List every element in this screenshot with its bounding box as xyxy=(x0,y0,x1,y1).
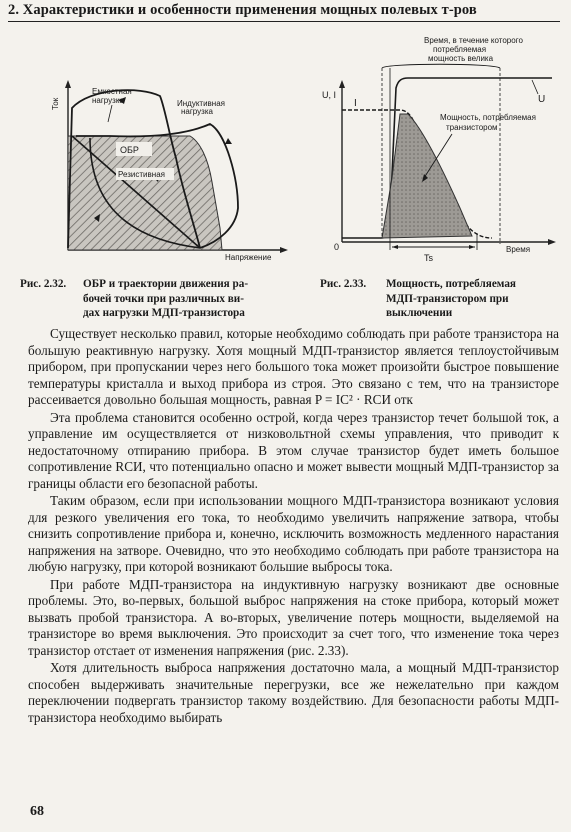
power-note-line: Мощность, потребляемая xyxy=(440,113,536,122)
label-inductive-2: нагрузка xyxy=(181,107,213,116)
paragraph: Таким образом, если при использовании мощного МДП-транзистора возникают условия для резкого увеличения его тока, то необходимо увеличить напряжение затвора, чтобы снизить сопротивление прибора и, конечно, исключить возможность медленного нарастания напряжения на затворе. Очевидно, что это необходимо соблюдать при работе транзистора на любую нагрузку, при которой возникают большие выбросы тока. xyxy=(28,493,559,574)
power-timing-diagram xyxy=(312,28,562,268)
top-note-line: потребляемая xyxy=(433,45,487,54)
paragraph: При работе МДП-транзистора на индуктивную нагрузку возникают две основные проблемы. Это, во-первых, большой выброс напряжения на стоке прибора, который может вызвать пробой транзистора. А во-вторых, увеличение потерь мощности, выделяемой на транзисторе во время выключения. Это происходит за счет того, что изменение тока через транзистор отстает от изменения напряжения (рис. 2.33). xyxy=(28,576,559,658)
paragraph: Существует несколько правил, которые необходимо соблюдать при работе транзистора на большую реактивную нагрузку. Хотя мощный МДП-транзистор является теплоустойчивым прибором, при пропускании через него большого тока может произойти быстрое повышение температуры кристалла и выход прибора из строя. Это связано с тем, что на транзисторе рассеивается довольно большая мощность, равная P = IC² · RСИ отк xyxy=(28,326,559,407)
figure-2-32 xyxy=(50,78,290,268)
caption-number: Рис. 2.32. xyxy=(20,278,67,290)
caption-2-33 xyxy=(320,277,560,323)
caption-line: дах нагрузки МДП-транзистора xyxy=(83,307,245,319)
y-axis-label: Ток xyxy=(51,97,60,110)
header-rule xyxy=(8,21,560,22)
ts-label: Ts xyxy=(424,253,433,263)
caption-line: бочей точки при различных ви- xyxy=(83,292,244,305)
origin-label: 0 xyxy=(334,242,340,252)
body-text xyxy=(28,326,559,726)
label-obr: ОБР xyxy=(120,145,139,155)
label-inductive-1: Индуктивная xyxy=(177,99,226,108)
caption-2-32 xyxy=(20,277,280,323)
label-resistive: Резистивная xyxy=(118,170,165,179)
label-current: I xyxy=(354,98,357,109)
page-number: 68 xyxy=(30,804,44,819)
soa-diagram xyxy=(50,78,290,268)
label-capacitive-1: Емкостная xyxy=(92,87,132,96)
top-note-line: Время, в течение которого xyxy=(424,36,523,45)
caption-line: ОБР и траектории движения ра- xyxy=(83,278,249,290)
label-voltage: U xyxy=(538,94,546,105)
caption-line: Мощность, потребляемая xyxy=(386,278,516,290)
figure-2-33 xyxy=(312,28,562,268)
power-note-line: транзистором xyxy=(446,123,498,132)
y-axis-label: U, I xyxy=(322,90,337,100)
caption-line: МДП-транзистором при xyxy=(386,292,509,305)
paragraph: Хотя длительность выброса напряжения достаточно мала, а мощный МДП-транзистор способен выдерживать значительные перегрузки, все же нежелательно при каждом переключении подвергать транзистор такому воздействию. Для безопасности работы МДП-транзистора необходимо выбирать xyxy=(28,660,559,725)
label-capacitive-2: нагрузка xyxy=(92,96,124,105)
running-header: 2. Характеристики и особенности применения мощных полевых т-ров xyxy=(8,2,477,18)
x-axis-label: Время xyxy=(506,245,531,254)
caption-number: Рис. 2.33. xyxy=(320,278,367,290)
caption-line: выключении xyxy=(386,307,453,319)
power-region xyxy=(382,114,472,238)
top-note-line: мощность велика xyxy=(428,54,494,63)
x-axis-label: Напряжение xyxy=(225,253,272,262)
paragraph: Эта проблема становится особенно острой, когда через транзистор течет большой ток, а управление им осуществляется от низковольтной схемы управления, что приводит к недостаточному отпиранию прибора. В этом случае транзистор будет иметь большое сопротивление RСИ, что потенциально опасно и может вывести мощный МДП-транзистор за границы области его безопасной работы. xyxy=(28,409,559,491)
